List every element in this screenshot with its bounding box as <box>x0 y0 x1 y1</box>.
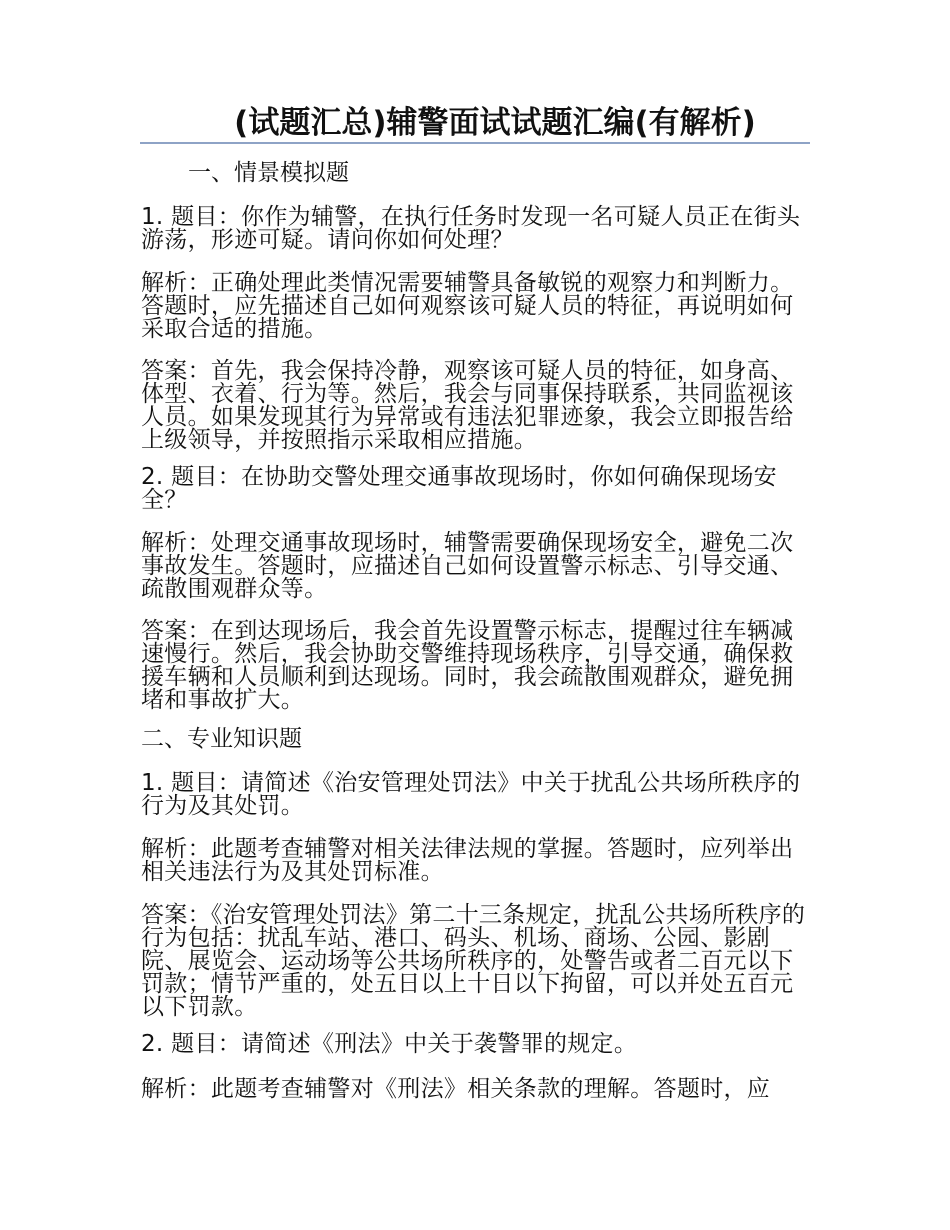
s2-q2-question: 2. 题目：请简述《刑法》中关于袭警罪的规定。 <box>141 1031 638 1057</box>
s2-q2-analysis: 解析：此题考查辅警对《刑法》相关条款的理解。答题时，应 <box>141 1076 771 1102</box>
s1-q1-analysis: 解析：正确处理此类情况需要辅警具备敏锐的观察力和判断力。答题时，应先描述自己如何观察该可疑人员的特征，再说明如何采取合适的措施。 <box>141 270 794 342</box>
section-heading-scenario: 一、情景模拟题 <box>188 160 349 186</box>
section-heading-knowledge: 二、专业知识题 <box>141 726 302 752</box>
s2-q1-question: 1. 题目：请简述《治安管理处罚法》中关于扰乱公共场所秩序的行为及其处罚。 <box>141 770 801 819</box>
document-title: (试题汇总)辅警面试试题汇编(有解析) <box>140 104 810 144</box>
s1-q1-question: 1. 题目：你作为辅警，在执行任务时发现一名可疑人员正在街头游荡，形迹可疑。请问你如何处理？ <box>141 204 801 253</box>
s2-q1-answer: 答案：《治安管理处罚法》第二十三条规定，扰乱公共场所秩序的行为包括：扰乱车站、港口、码头、机场、商场、公园、影剧院、展览会、运动场等公共场所秩序的，处警告或者二百元以下罚款；情节严重的，处五日以上十日以下拘留，可以并处五百元以下罚款。 <box>141 902 806 1020</box>
s2-q1-analysis: 解析：此题考查辅警对相关法律法规的掌握。答题时，应列举出相关违法行为及其处罚标准。 <box>141 836 794 885</box>
s1-q2-answer: 答案：在到达现场后，我会首先设置警示标志，提醒过往车辆减速慢行。然后，我会协助交警维持现场秩序，引导交通，确保救援车辆和人员顺利到达现场。同时，我会疏散围观群众，避免拥堵和事故扩大。 <box>141 618 794 713</box>
s2-q1-question: 2. 题目：在协助交警处理交通事故现场时，你如何确保现场安全？ <box>141 464 777 513</box>
s1-q2-analysis: 解析：处理交通事故现场时，辅警需要确保现场安全，避免二次事故发生。答题时，应描述自己如何设置警示标志、引导交通、疏散围观群众等。 <box>141 530 794 602</box>
s1-q1-answer: 答案：首先，我会保持冷静，观察该可疑人员的特征，如身高、体型、衣着、行为等。然后，我会与同事保持联系，共同监视该人员。如果发现其行为异常或有违法犯罪迹象，我会立即报告给上级领导，并按照指示采取相应措施。 <box>141 358 794 453</box>
